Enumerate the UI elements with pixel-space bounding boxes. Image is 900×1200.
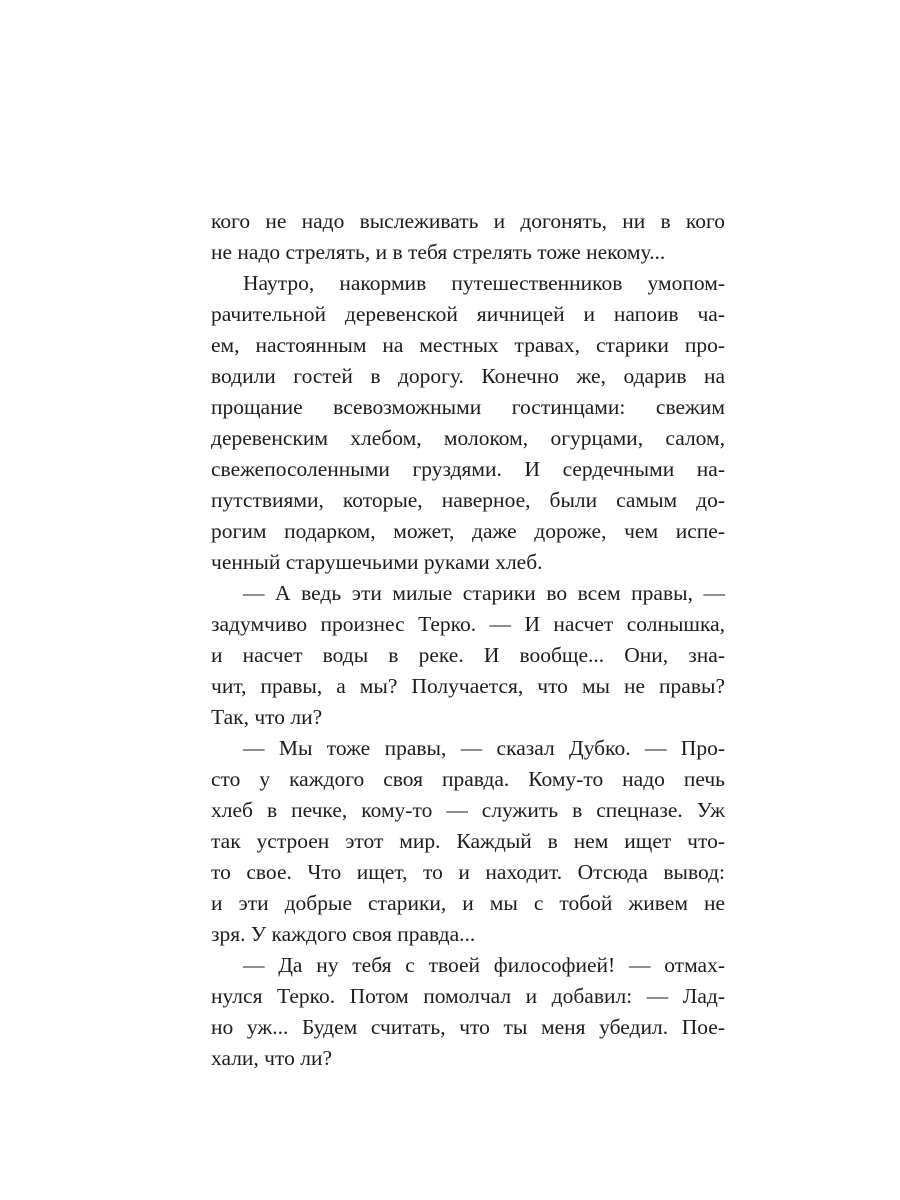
text-line: и эти добрые старики, и мы с тобой живем не (211, 891, 725, 915)
text-line: водили гостей в дорогу. Конечно же, одарив на (211, 364, 725, 388)
text-line: кого не надо выслеживать и догонять, ни в кого (211, 209, 725, 233)
text-line: так устроен этот мир. Каждый в нем ищет что- (211, 829, 725, 853)
text-line: рачительной деревенской яичницей и напоив ча- (211, 302, 725, 326)
text-line: задумчиво произнес Терко. — И насчет солнышка, (211, 612, 725, 636)
text-line: но уж... Будем считать, что ты меня убедил. Пое- (211, 1015, 725, 1039)
text-line: и насчет воды в реке. И вообще... Они, зна- (211, 643, 725, 667)
paragraph-first-line: — Да ну тебя с твоей философией! — отмах- (243, 953, 725, 977)
text-line: ем, настоянным на местных травах, старики про- (211, 333, 725, 357)
book-page-text (211, 206, 725, 1074)
paragraph-first-line: — А ведь эти милые старики во всем правы, — (243, 581, 725, 605)
text-line: не надо стрелять, и в тебя стрелять тоже некому... (211, 240, 666, 264)
text-line: свежепосоленными груздями. И сердечными на- (211, 457, 725, 481)
text-line: сто у каждого своя правда. Кому-то надо печь (211, 767, 725, 791)
text-line: нулся Терко. Потом помолчал и добавил: — Лад- (211, 984, 725, 1008)
text-line: чит, правы, а мы? Получается, что мы не правы? (211, 674, 725, 698)
text-line: деревенским хлебом, молоком, огурцами, салом, (211, 426, 725, 450)
text-line: прощание всевозможными гостинцами: свежим (211, 395, 725, 419)
text-line: хали, что ли? (211, 1046, 333, 1070)
text-line: хлеб в печке, кому-то — служить в спецназе. Уж (211, 798, 725, 822)
text-line: путствиями, которые, наверное, были самым до- (211, 488, 725, 512)
paragraph-first-line: Наутро, накормив путешественников умопом- (243, 271, 725, 295)
text-line: ченный старушечьими руками хлеб. (211, 550, 543, 574)
text-line: зря. У каждого своя правда... (211, 922, 476, 946)
paragraph-first-line: — Мы тоже правы, — сказал Дубко. — Про- (243, 736, 725, 760)
text-line: Так, что ли? (211, 705, 323, 729)
text-line: то свое. Что ищет, то и находит. Отсюда вывод: (211, 860, 725, 884)
text-line: рогим подарком, может, даже дороже, чем испе- (211, 519, 725, 543)
